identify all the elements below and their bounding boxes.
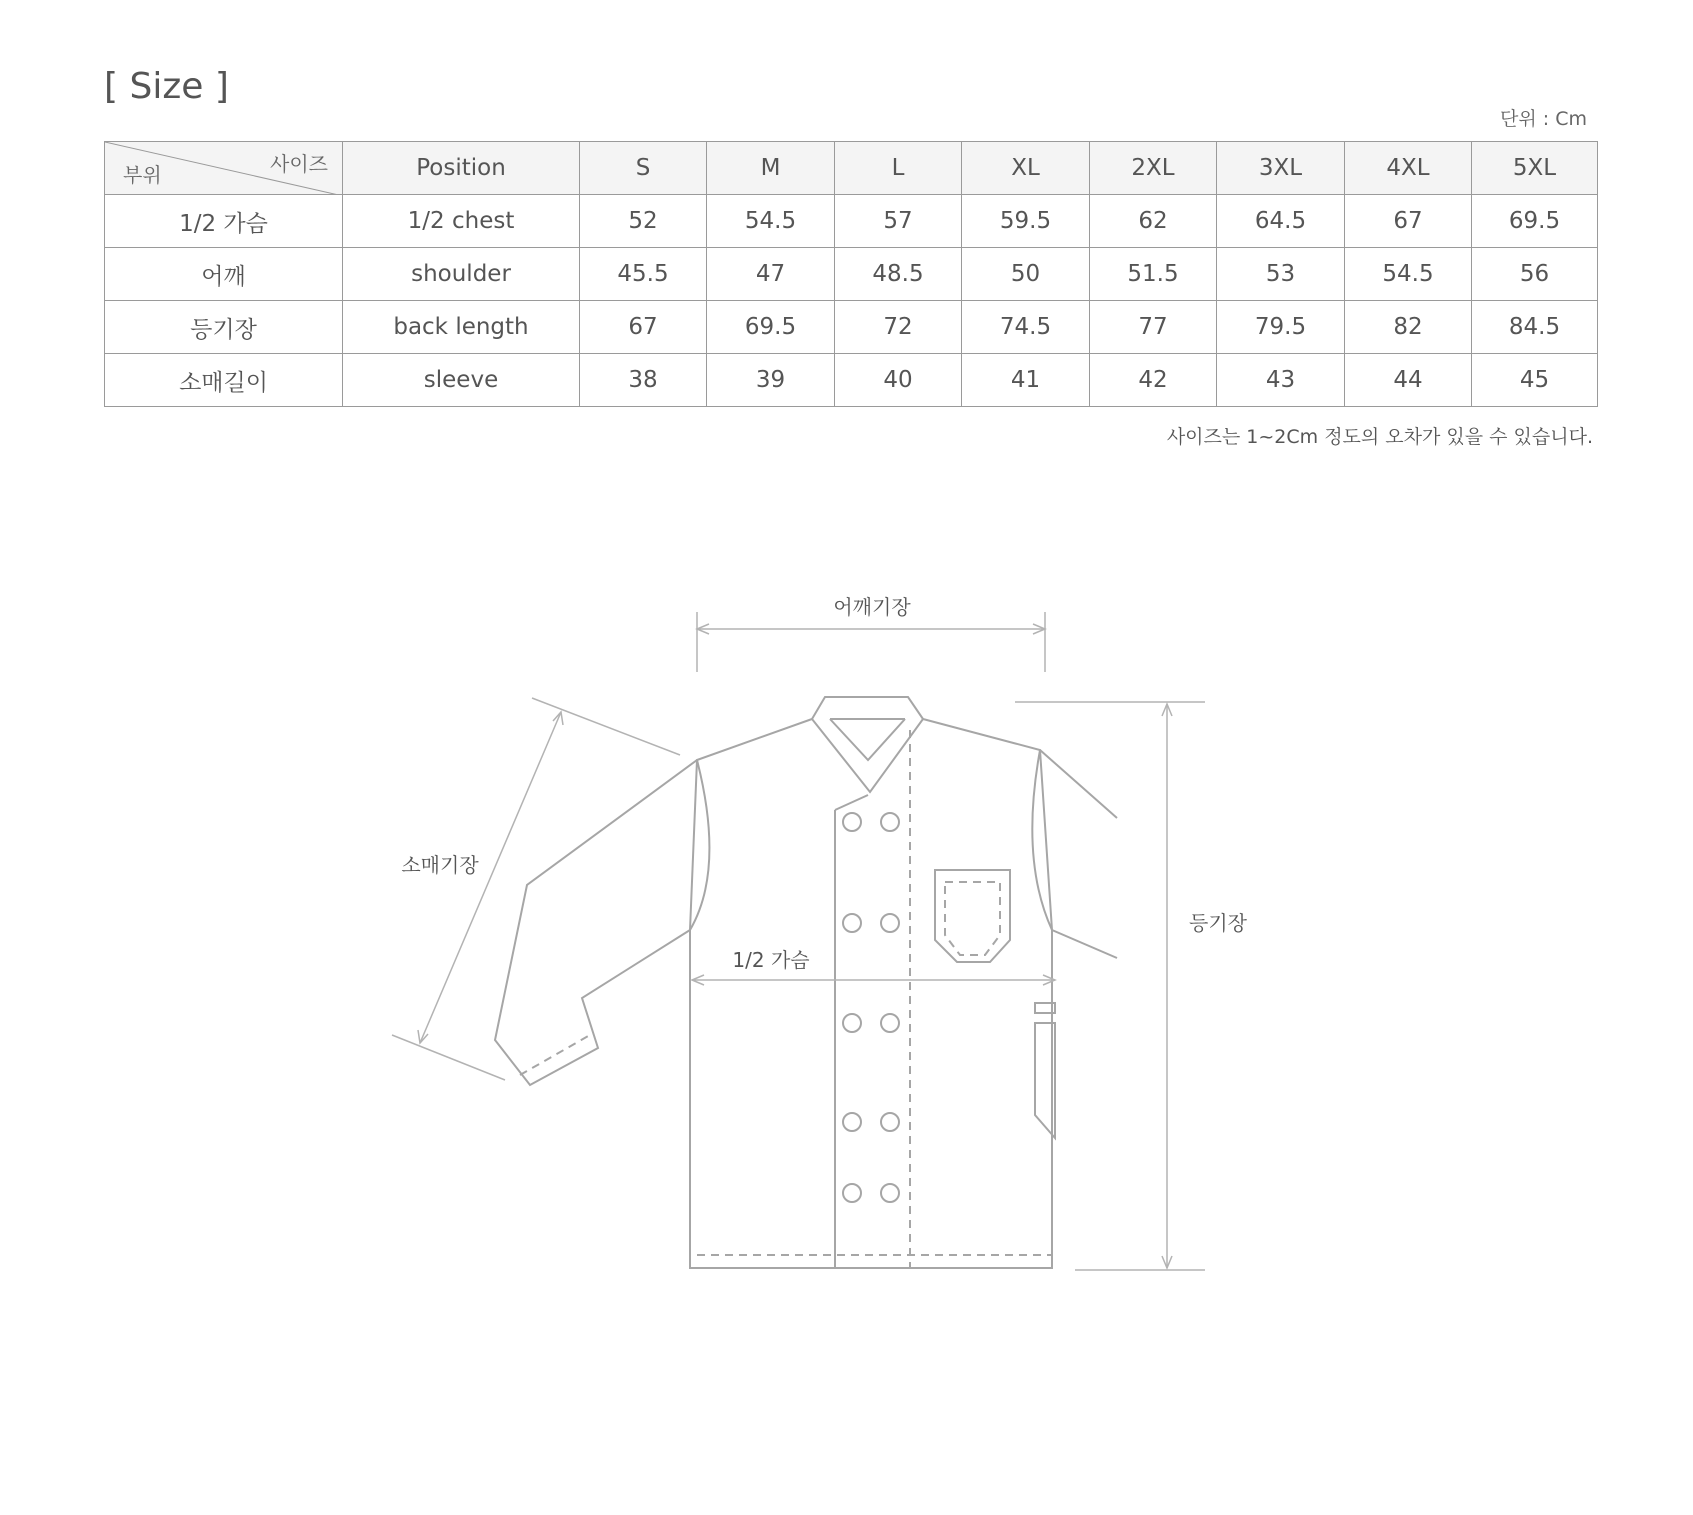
- size-table: [104, 141, 1598, 407]
- size-value: 54.5: [707, 195, 835, 248]
- left-sleeve: [495, 760, 697, 1085]
- size-tolerance-note: 사이즈는 1~2Cm 정도의 오차가 있을 수 있습니다.: [1166, 426, 1593, 448]
- corner-header: [105, 142, 343, 195]
- size-value: 54.5: [1345, 248, 1472, 301]
- sleeve-label: 소매기장: [401, 853, 479, 877]
- collar-v-inner: [830, 719, 905, 760]
- table-row: [105, 248, 1598, 301]
- back-length-label: 등기장: [1189, 911, 1247, 935]
- size-header: 2XL: [1090, 142, 1217, 195]
- button-icon: [843, 914, 861, 932]
- size-value: 59.5: [962, 195, 1090, 248]
- size-value: 51.5: [1090, 248, 1217, 301]
- size-value: 84.5: [1472, 301, 1598, 354]
- part-name-eng: shoulder: [343, 248, 580, 301]
- collar-v: [812, 719, 923, 792]
- stitch-lines: [520, 730, 1052, 1268]
- button-icon: [881, 1184, 899, 1202]
- size-value: 53: [1217, 248, 1345, 301]
- shoulder-label: 어깨기장: [833, 595, 911, 619]
- jacket-outline: [495, 697, 1117, 1268]
- size-header: XL: [962, 142, 1090, 195]
- size-value: 40: [835, 354, 962, 407]
- size-value: 47: [707, 248, 835, 301]
- size-header-row: [105, 142, 1598, 195]
- size-value: 50: [962, 248, 1090, 301]
- jacket-diagram: [0, 560, 1693, 1300]
- size-value: 42: [1090, 354, 1217, 407]
- position-header: Position: [343, 142, 580, 195]
- size-header: 4XL: [1345, 142, 1472, 195]
- size-value: 41: [962, 354, 1090, 407]
- collar-top: [812, 697, 923, 719]
- size-header: L: [835, 142, 962, 195]
- size-value: 62: [1090, 195, 1217, 248]
- button-icon: [843, 813, 861, 831]
- cuff-stitch: [520, 1035, 590, 1075]
- size-value: 44: [1345, 354, 1472, 407]
- part-name-eng: sleeve: [343, 354, 580, 407]
- size-value: 45: [1472, 354, 1598, 407]
- size-header: 3XL: [1217, 142, 1345, 195]
- size-value: 39: [707, 354, 835, 407]
- front-lapel: [835, 795, 868, 810]
- table-row: [105, 354, 1598, 407]
- size-value: 67: [1345, 195, 1472, 248]
- part-name-eng: back length: [343, 301, 580, 354]
- size-value: 77: [1090, 301, 1217, 354]
- size-value: 74.5: [962, 301, 1090, 354]
- measure-lines: [392, 612, 1205, 1270]
- size-value: 67: [580, 301, 707, 354]
- size-value: 38: [580, 354, 707, 407]
- sleeve-guide: [392, 1035, 505, 1080]
- button-icon: [881, 914, 899, 932]
- button-icon: [881, 1014, 899, 1032]
- button-icon: [881, 813, 899, 831]
- size-value: 79.5: [1217, 301, 1345, 354]
- size-value: 48.5: [835, 248, 962, 301]
- size-header: 5XL: [1472, 142, 1598, 195]
- size-value: 56: [1472, 248, 1598, 301]
- table-row: [105, 301, 1598, 354]
- size-header: M: [707, 142, 835, 195]
- size-value: 72: [835, 301, 962, 354]
- chest-label: 1/2 가슴: [732, 948, 810, 972]
- button-icon: [843, 1113, 861, 1131]
- size-value: 69.5: [1472, 195, 1598, 248]
- size-value: 82: [1345, 301, 1472, 354]
- size-header: S: [580, 142, 707, 195]
- chest-pocket: [935, 870, 1010, 962]
- part-name-kor: 등기장: [105, 301, 343, 354]
- corner-part-label: 부위: [123, 163, 162, 187]
- table-row: [105, 195, 1598, 248]
- size-value: 69.5: [707, 301, 835, 354]
- button-icon: [843, 1184, 861, 1202]
- page-title: [ Size ]: [104, 66, 229, 107]
- size-value: 57: [835, 195, 962, 248]
- size-value: 52: [580, 195, 707, 248]
- sleeve-measure-line: [420, 712, 561, 1043]
- part-name-kor: 소매길이: [105, 354, 343, 407]
- size-value: 45.5: [580, 248, 707, 301]
- right-sleeve-top: [1040, 750, 1117, 818]
- button-icon: [881, 1113, 899, 1131]
- size-value: 64.5: [1217, 195, 1345, 248]
- pocket-stitch: [945, 882, 1000, 955]
- corner-size-label: 사이즈: [270, 152, 328, 176]
- size-value: 43: [1217, 354, 1345, 407]
- part-name-eng: 1/2 chest: [343, 195, 580, 248]
- part-name-kor: 어깨: [105, 248, 343, 301]
- unit-label: 단위 : Cm: [1500, 108, 1587, 130]
- jacket-body: [690, 719, 1052, 1268]
- button-icon: [843, 1014, 861, 1032]
- part-name-kor: 1/2 가슴: [105, 195, 343, 248]
